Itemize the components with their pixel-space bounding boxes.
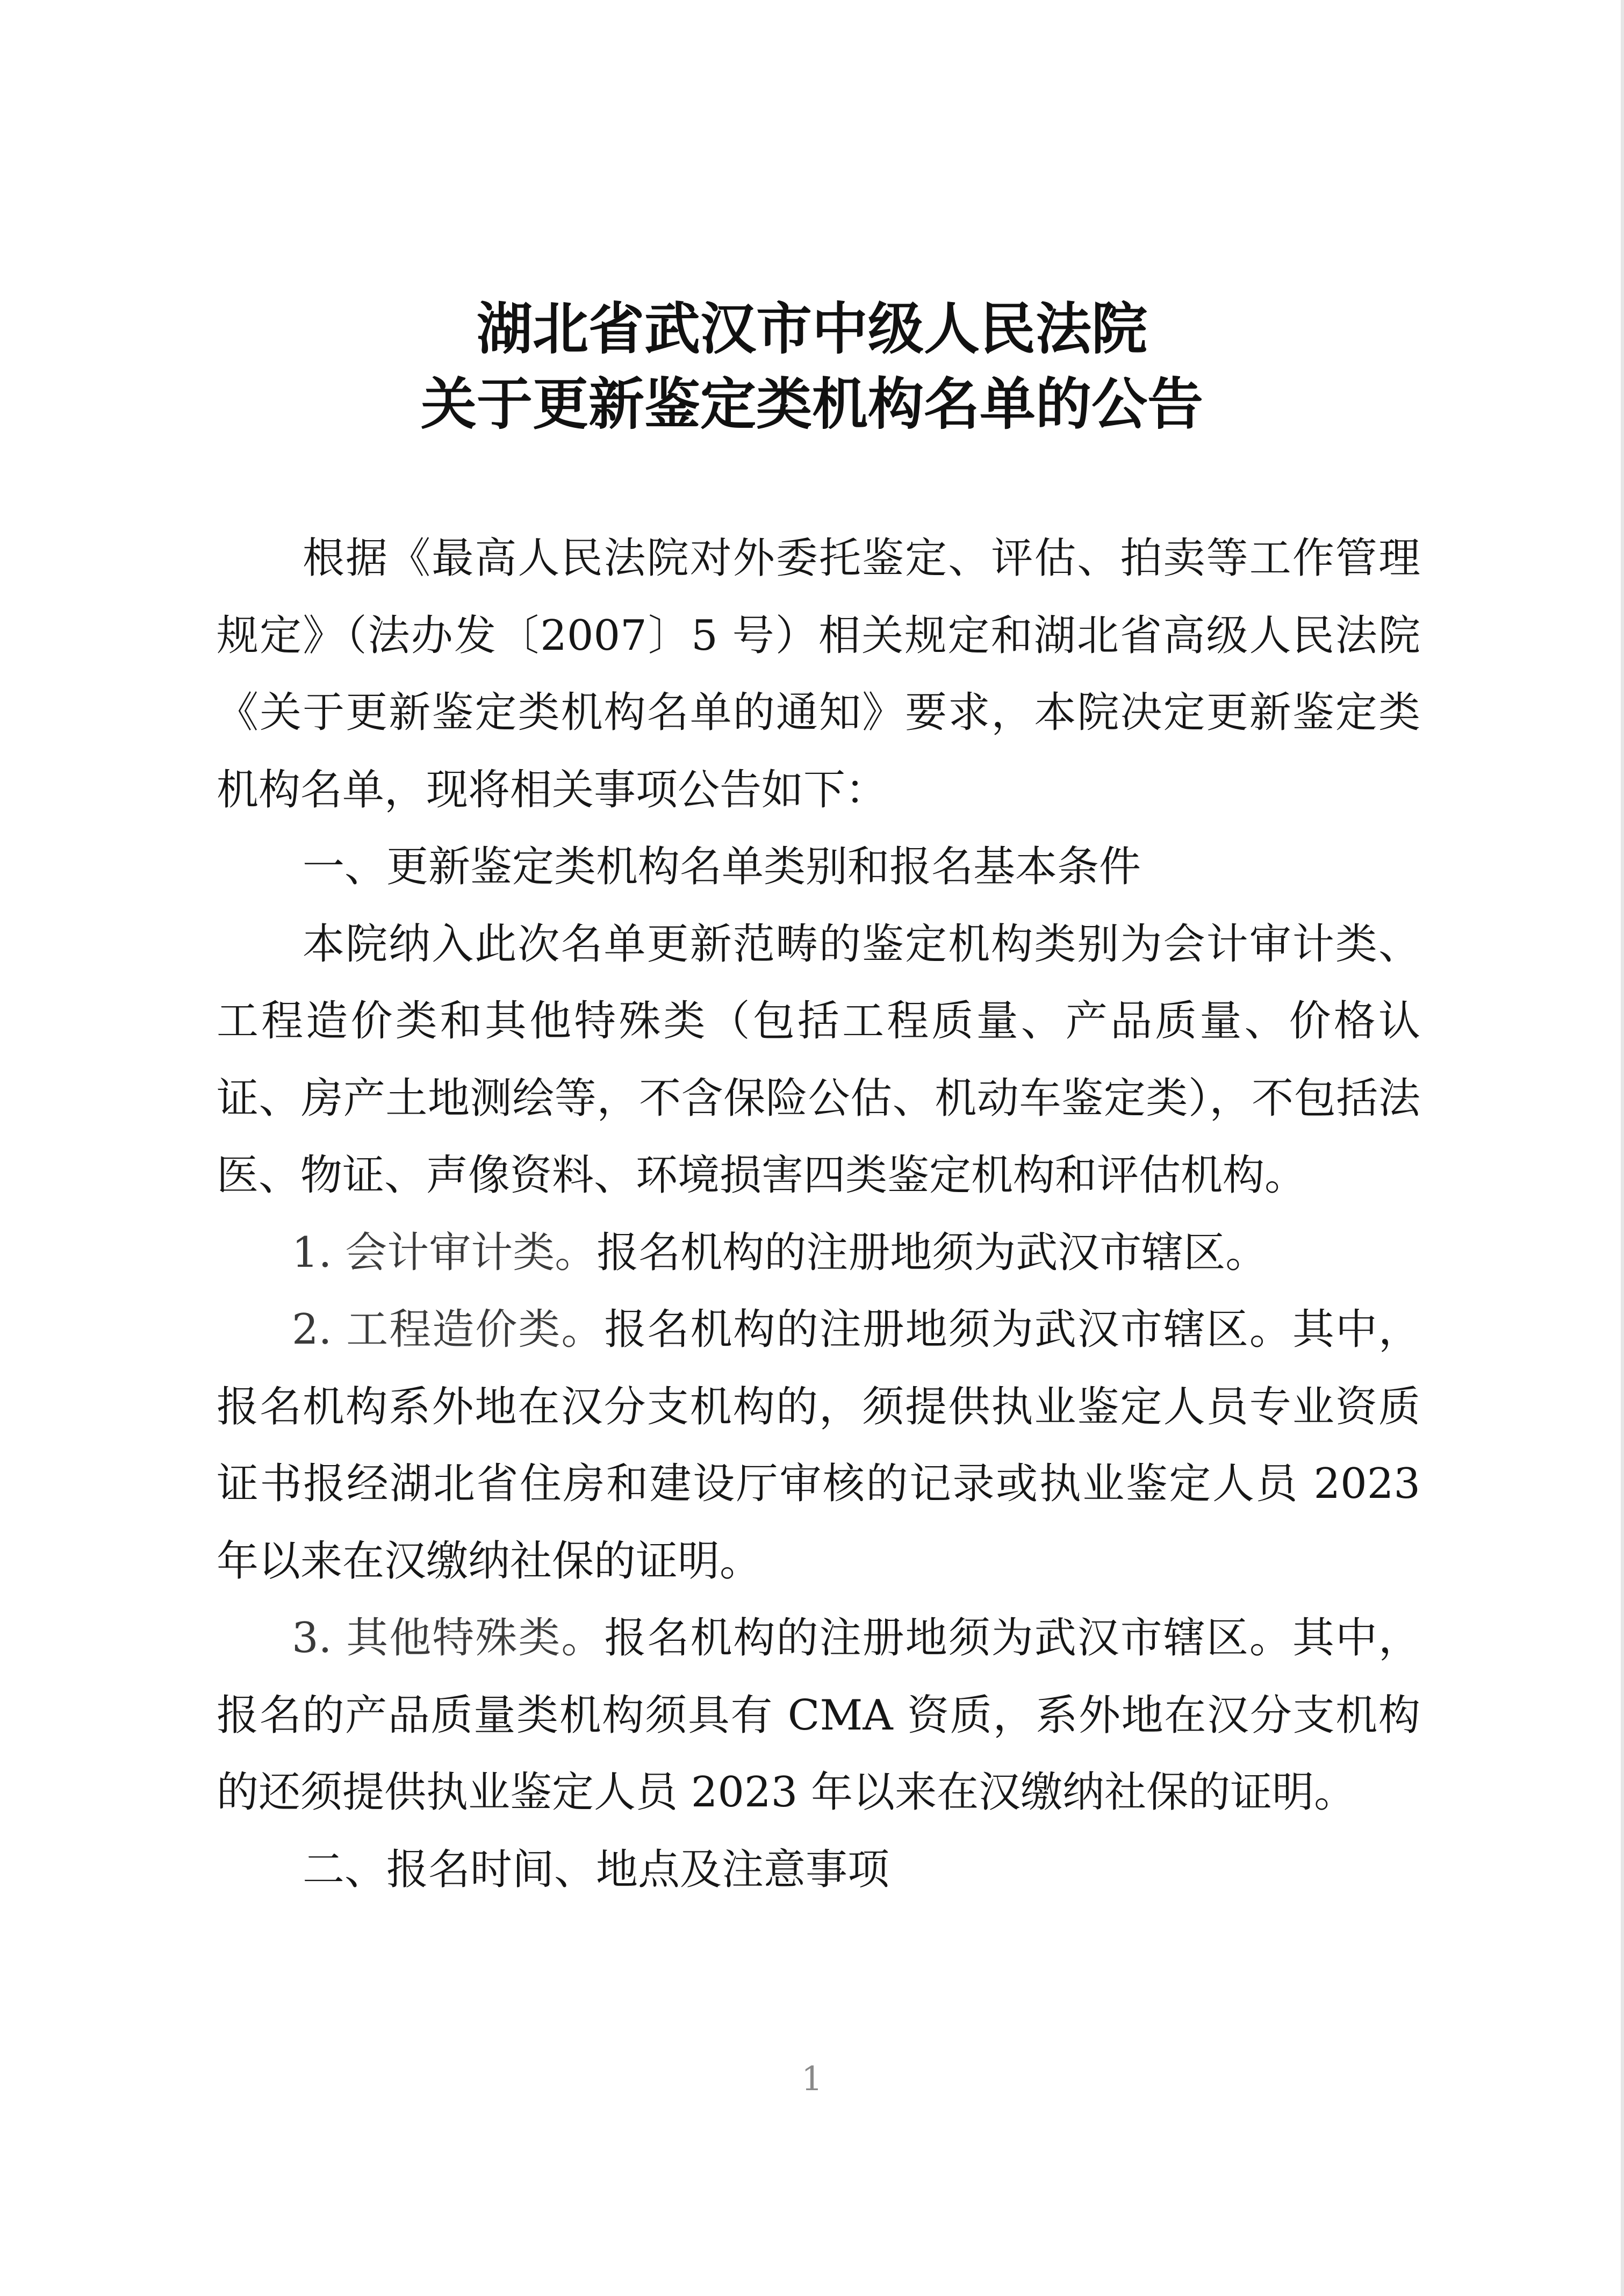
paragraph-intro: 根据《最高人民法院对外委托鉴定、评估、拍卖等工作管理规定》（法办发〔2007〕5 号）相关规定和湖北省高级人民法院《关于更新鉴定类机构名单的通知》要求，本院决定更新鉴定类机构名单，现将相关事项公告如下： bbox=[217, 534, 1420, 814]
page-number: 1 bbox=[801, 2059, 823, 2098]
list-item-text: 报名机构的注册地须为武汉市辖区。其中，报名机构系外地在汉分支机构的，须提供执业鉴定人员专业资质证书报经湖北省住房和建设厅审核的记录或执业鉴定人员 2023 年以来在汉缴纳社保的证明。 bbox=[217, 1305, 1420, 1585]
list-item-other-special bbox=[217, 1600, 1420, 1832]
document-body bbox=[217, 520, 1420, 1908]
paragraph-scope: 本院纳入此次名单更新范畴的鉴定机构类别为会计审计类、工程造价类和其他特殊类（包括工程质量、产品质量、价格认证、房产土地测绘等，不含保险公估、机动车鉴定类），不包括法医、物证、声像资料、环境损害四类鉴定机构和评估机构。 bbox=[217, 920, 1420, 1200]
document-title-line-2: 关于更新鉴定类机构名单的公告 bbox=[420, 371, 1203, 437]
document-title-line-1: 湖北省武汉市中级人民法院 bbox=[476, 296, 1147, 362]
list-item-lead: 1. 会计审计类。 bbox=[292, 1228, 597, 1277]
section-one-heading: 一、更新鉴定类机构名单类别和报名基本条件 bbox=[303, 843, 1141, 891]
list-item-text: 报名机构的注册地须为武汉市辖区。 bbox=[597, 1228, 1268, 1277]
list-item-engineering-cost bbox=[217, 1292, 1420, 1600]
list-item-accounting bbox=[217, 1215, 1420, 1292]
section-two-heading: 二、报名时间、地点及注意事项 bbox=[303, 1845, 890, 1894]
list-item-lead: 3. 其他特殊类。 bbox=[292, 1614, 605, 1662]
list-item-lead: 2. 工程造价类。 bbox=[292, 1305, 605, 1354]
list-item-text: 报名机构的注册地须为武汉市辖区。其中，报名的产品质量类机构须具有 CMA 资质，系外地在汉分支机构的还须提供执业鉴定人员 2023 年以来在汉缴纳社保的证明。 bbox=[217, 1614, 1420, 1817]
